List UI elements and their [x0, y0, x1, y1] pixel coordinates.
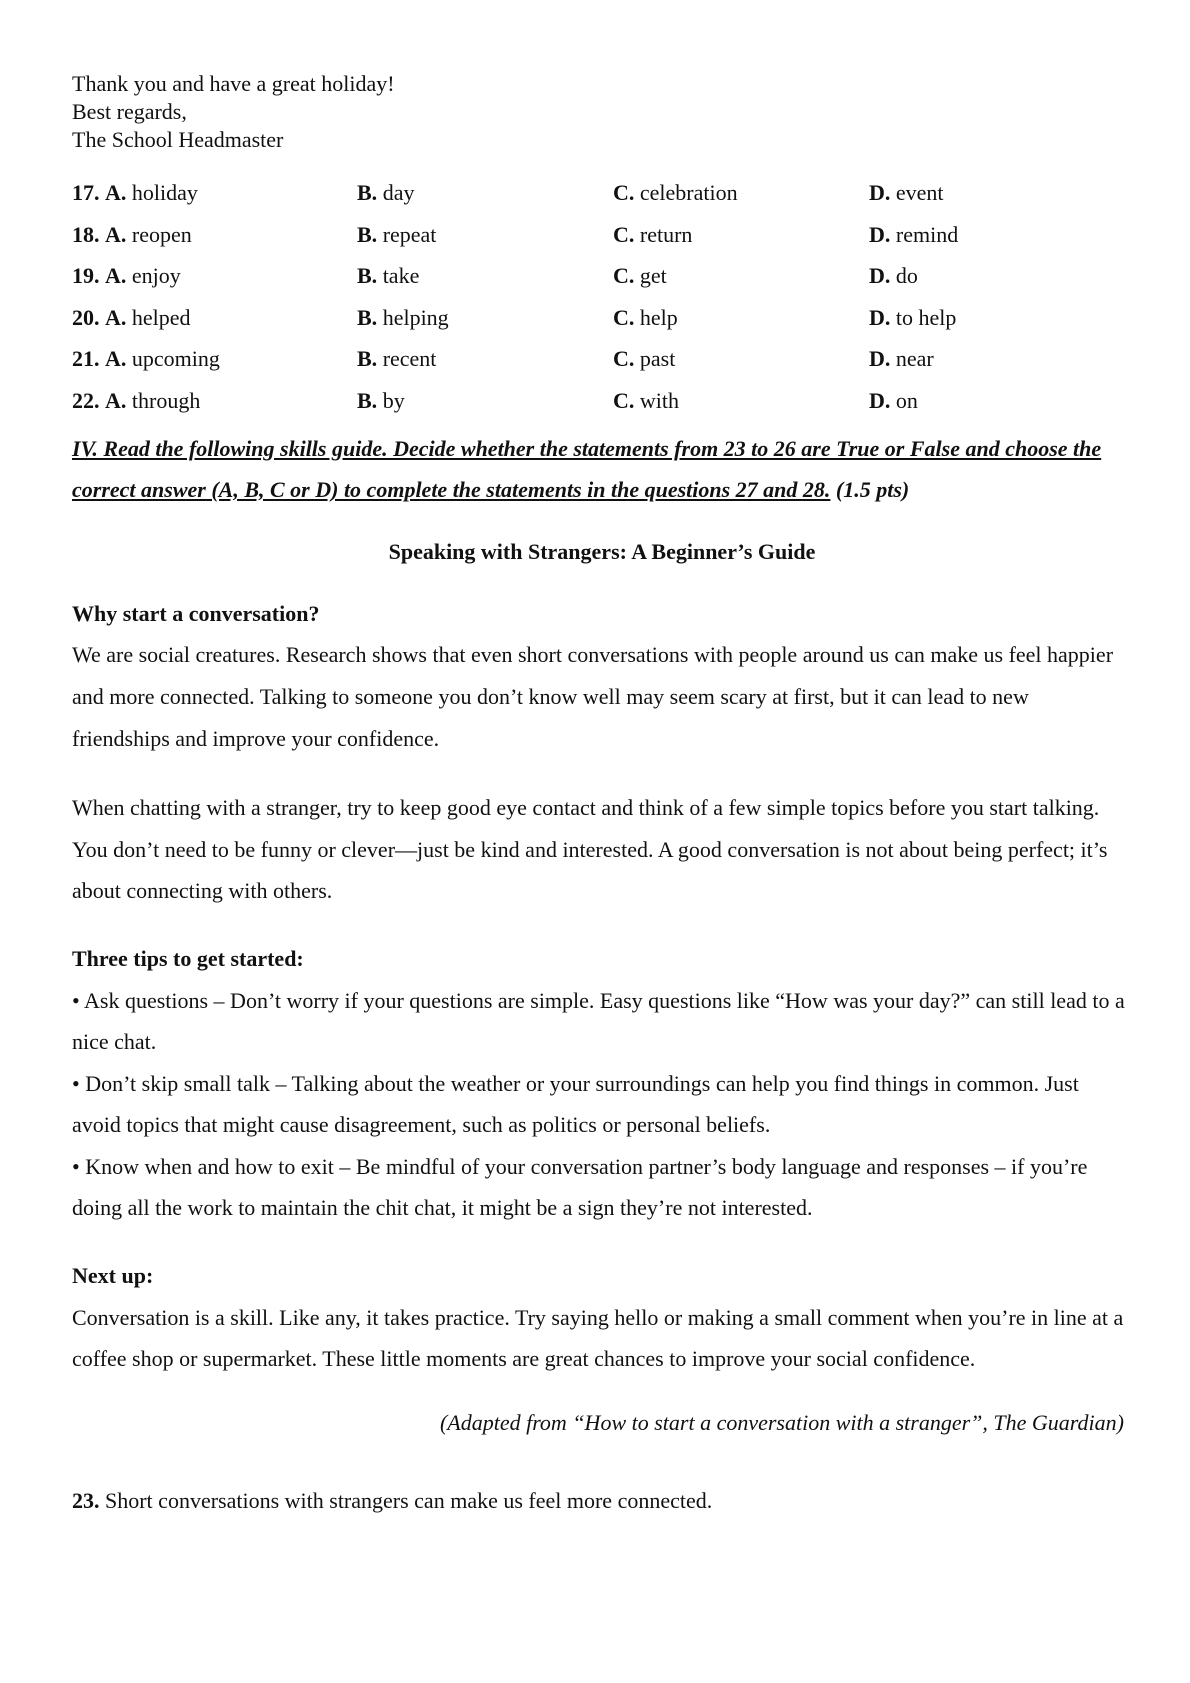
section-points: (1.5 pts): [835, 477, 910, 503]
option-b: B. helping: [357, 304, 449, 330]
next-paragraph: Conversation is a skill. Like any, it takes practice. Try saying hello or making a small comment when you’re in line at a coffee shop or supermarket. These little moments are great chances to improve your social confidence.: [72, 1304, 1124, 1372]
section-heading: [72, 428, 1142, 511]
option-a: 18. A. reopen: [72, 221, 192, 247]
option-a: 22. A. through: [72, 387, 201, 413]
document-page: [72, 70, 1132, 1516]
source-citation: (Adapted from “How to start a conversation with a stranger”, The Guardian): [439, 1409, 1124, 1435]
option-b: B. repeat: [357, 221, 437, 247]
question-text: Short conversations with strangers can make us feel more connected.: [99, 1487, 713, 1513]
option-c: C. help: [613, 304, 678, 330]
tip-exit: • Know when and how to exit – Be mindful of your conversation partner’s body language and responses – if you’re doing all the work to maintain the chit chat, it might be a sign they’re not interested.: [72, 1153, 1088, 1221]
question-row-21: [72, 344, 1132, 386]
why-paragraph-2: When chatting with a stranger, try to keep good eye contact and think of a few simple topics before you start talking. You don’t need to be funny or clever—just be kind and interested. A good conversation is not about being perfect; it’s about connecting with others.: [72, 795, 1108, 904]
why-paragraph-1: We are social creatures. Research shows that even short conversations with people around us can make us feel happier and more connected. Talking to someone you don’t know well may seem scary at first, but it can lead to new friendships and improve your confidence.: [72, 642, 1114, 751]
option-a: 20. A. helped: [72, 304, 191, 330]
option-b: B. recent: [357, 346, 437, 372]
closing-regards: Best regards,: [72, 99, 187, 124]
option-d: D. event: [869, 180, 944, 205]
option-c: C. past: [613, 346, 676, 372]
tip-small-talk: • Don’t skip small talk – Talking about the weather or your surroundings can help you find things in common. Just avoid topics that might cause disagreement, such as politics or personal beliefs.: [72, 1070, 1079, 1138]
question-row-19: [72, 261, 1132, 303]
letter-closing: [72, 70, 1132, 154]
option-b: B. day: [357, 180, 415, 205]
option-d: D. to help: [869, 304, 957, 330]
question-row-18: [72, 220, 1132, 262]
option-d: D. on: [869, 387, 918, 413]
tips-heading: Three tips to get started:: [72, 945, 304, 971]
closing-signature: The School Headmaster: [72, 127, 284, 152]
question-number: 23.: [72, 1487, 100, 1513]
option-a: 21. A. upcoming: [72, 346, 220, 372]
option-b: B. take: [357, 263, 420, 289]
closing-thanks: Thank you and have a great holiday!: [72, 71, 395, 96]
question-23: [72, 1486, 1132, 1516]
option-d: D. do: [869, 263, 918, 289]
next-heading: Next up:: [72, 1263, 154, 1289]
option-c: C. get: [613, 263, 667, 289]
tip-ask-questions: • Ask questions – Don’t worry if your questions are simple. Easy questions like “How was your day?” can still lead to a nice chat.: [72, 987, 1125, 1055]
option-d: D. remind: [869, 221, 959, 247]
option-c: C. return: [613, 221, 693, 247]
option-c: C. with: [613, 387, 680, 413]
why-heading: Why start a conversation?: [72, 600, 320, 626]
answer-options-table: [72, 178, 1132, 428]
option-b: B. by: [357, 387, 405, 413]
question-row-20: [72, 303, 1132, 345]
section-instructions: IV. Read the following skills guide. Decide whether the statements from 23 to 26 are True or False and choose the correct answer (A, B, C or D) to complete the statements in the questions 27 and 28.: [72, 435, 1102, 503]
option-a: 17. A. holiday: [72, 180, 198, 205]
option-c: C. celebration: [613, 180, 738, 205]
option-d: D. near: [869, 346, 934, 372]
question-row-22: [72, 386, 1132, 428]
guide-title: Speaking with Strangers: A Beginner’s Guide: [388, 538, 816, 564]
question-row-17: [72, 178, 1132, 220]
option-a: 19. A. enjoy: [72, 263, 181, 289]
